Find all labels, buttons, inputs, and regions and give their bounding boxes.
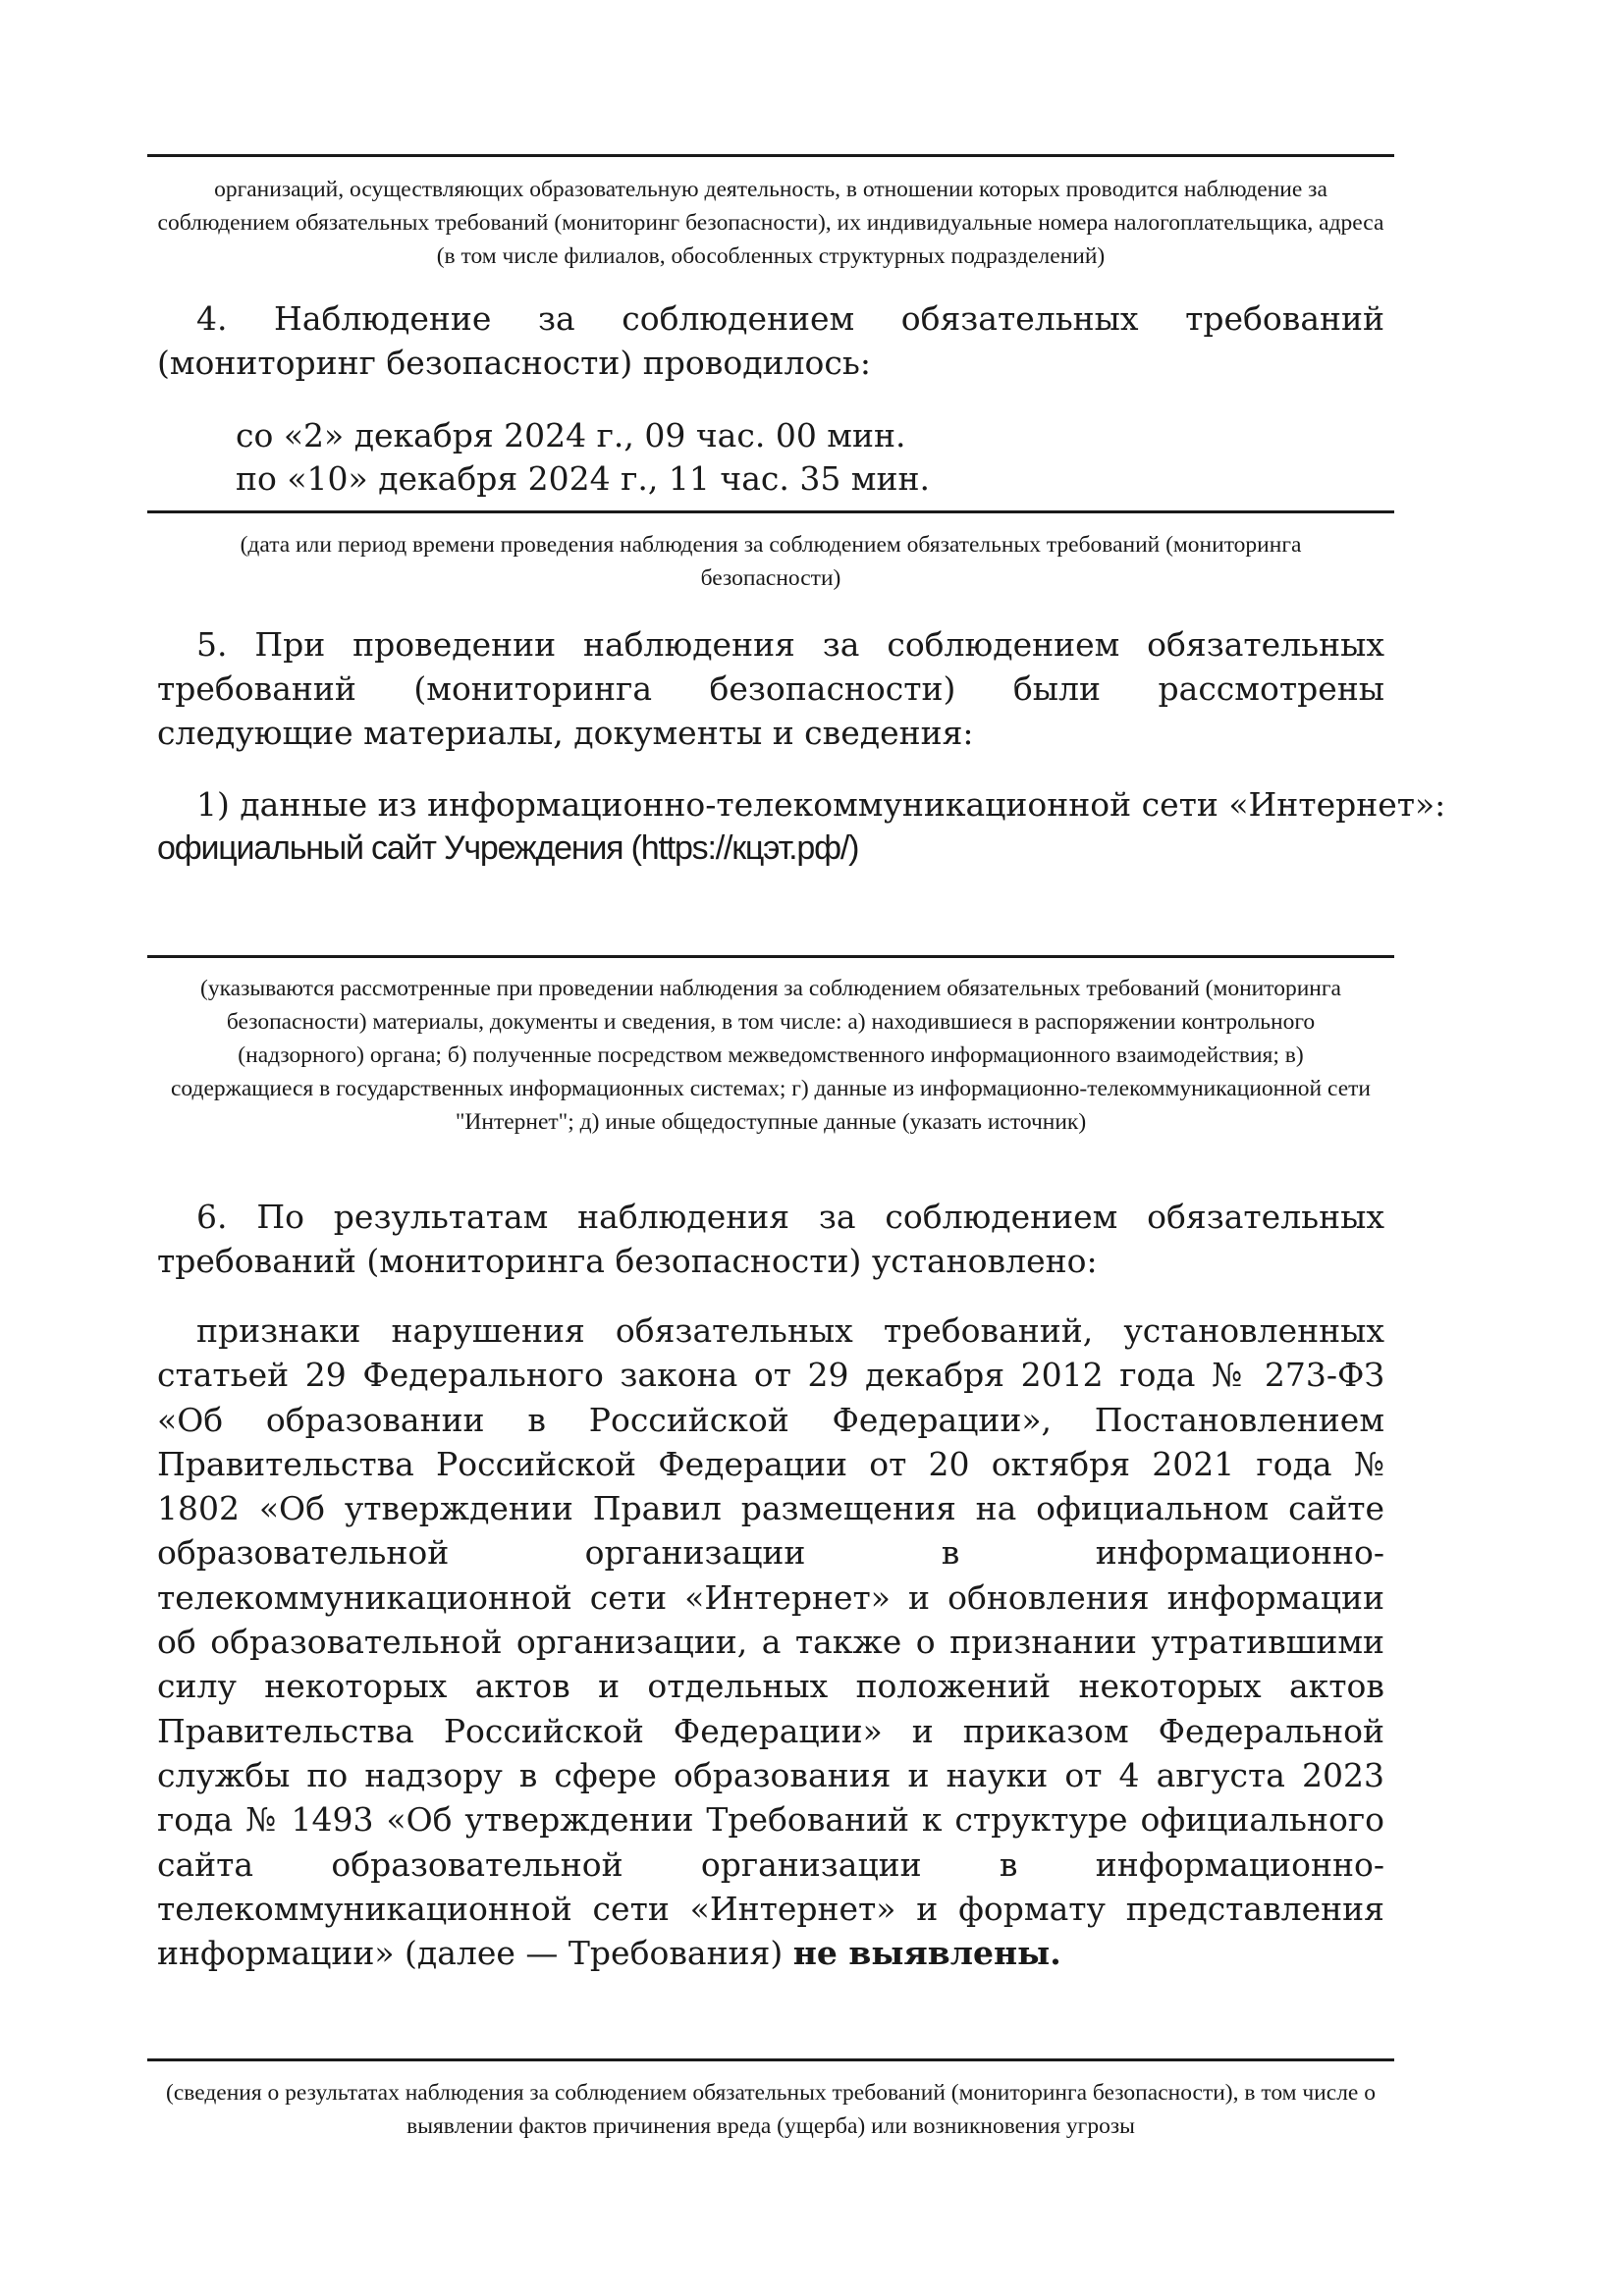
caption-results: (сведения о результатах наблюдения за соблюдением обязательных требований (мониторинга безопасности), в том числе о выявлении фактов причинения вреда (ущерба) или возникновения угрозы [166,2080,1376,2139]
caption-organizations: организаций, осуществляющих образовательную деятельность, в отношении которых проводится наблюдение за соблюдением обязательных требований (мониторинг безопасности), их индивидуальные номера налогоплательщика, адреса (в том числе филиалов, обособленных структурных подразделений) [157,177,1384,269]
section-5-item-1-site: официальный сайт Учреждения (https://кцэт.рф/) [157,829,859,867]
section-5-heading: 5. При проведении наблюдения за соблюдением обязательных требований (мониторинга безопасности) были рассмотрены следующие материалы, документы и сведения: [157,625,1384,752]
rule-dates [147,510,1394,513]
monitoring-end-date: по «10» декабря 2024 г., 11 час. 35 мин. [236,459,930,498]
top-rule [147,154,1394,157]
section-6-finding [157,1308,1384,1975]
section-5-item-1: 1) данные из информационно-телекоммуникационной сети «Интернет»: [196,785,1446,824]
section-6-heading: 6. По результатам наблюдения за соблюдением обязательных требований (мониторинга безопасности) установлено: [157,1198,1384,1280]
monitoring-start-date: со «2» декабря 2024 г., 09 час. 00 мин. [236,416,906,454]
caption-materials: (указываются рассмотренные при проведении наблюдения за соблюдением обязательных требований (мониторинга безопасности) материалы, документы и сведения, в том числе: а) находившиеся в распоряжении контрольного (надзорного) органа; б) полученные посредством межведомственного информационного взаимодействия; в) содержащиеся в государственных информационных системах; г) данные из информационно-телекоммуникационной сети "Интернет"; д) иные общедоступные данные (указать источник) [171,976,1371,1135]
caption-dates: (дата или период времени проведения наблюдения за соблюдением обязательных требований (мониторинга безопасности) [240,532,1302,591]
finding-result: не выявлены. [792,1934,1061,1973]
finding-text: признаки нарушения обязательных требований, установленных статьей 29 Федерального закона от 29 декабря 2012 года № 273-ФЗ «Об образовании в Российской Федерации», Постановлением Правительства Российской Федерации от 20 октября 2021 года № 1802 «Об утверждении Правил размещения на официальном сайте образовательной организации в информационно-телекоммуникационной сети «Интернет» и обновления информации об образовательной организации, а также о признании утратившими силу некоторых актов и отдельных положений некоторых актов Правительства Российской Федерации» и приказом Федеральной службы по надзору в сфере образования и науки от 4 августа 2023 года № 1493 «Об утверждении Требований к структуре официального сайта образовательной организации в информационно-телекоммуникационной сети «Интернет» и формату представления информации» (далее — Требования) [157,1311,1384,1973]
rule-results [147,2058,1394,2061]
section-4-heading: 4. Наблюдение за соблюдением обязательных требований (мониторинг безопасности) проводилось: [157,299,1384,382]
rule-materials [147,955,1394,958]
